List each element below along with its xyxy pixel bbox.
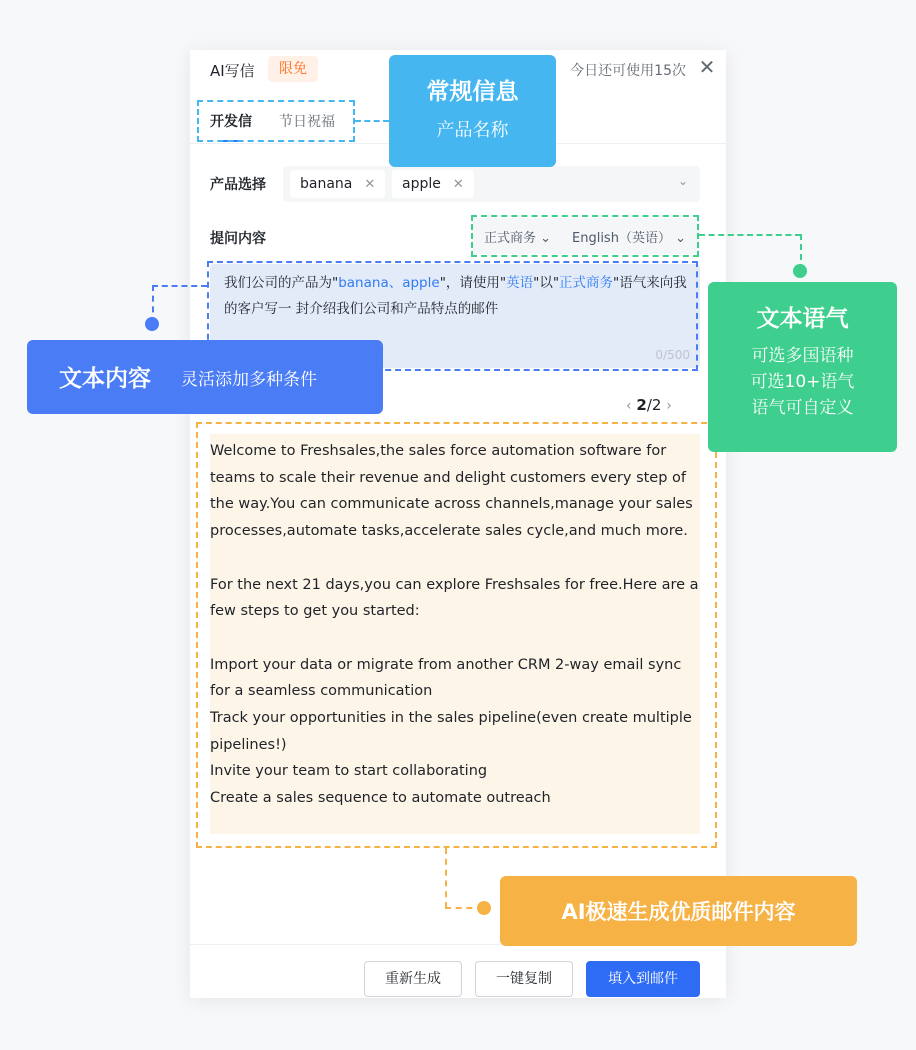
pager-current: 2	[636, 396, 647, 414]
remove-icon[interactable]: ✕	[452, 177, 464, 192]
regenerate-button[interactable]: 重新生成	[364, 961, 462, 997]
result-paragraph: Track your opportunities in the sales pipeline(even create multiple pipelines!)	[210, 710, 692, 753]
tabs-highlight-frame	[197, 100, 355, 142]
connector-line	[699, 234, 801, 236]
copy-button[interactable]: 一键复制	[475, 961, 573, 997]
action-footer	[190, 944, 726, 998]
callout-line: 语气可自定义	[751, 398, 854, 418]
prompt-segment: "语气来向我的客户写一 封介绍我们公司和产品特点的邮件	[224, 275, 687, 317]
close-icon[interactable]: ✕	[698, 55, 716, 79]
next-page-icon[interactable]: ›	[666, 398, 672, 414]
prompt-segment: 我们公司的产品为"	[224, 275, 339, 291]
usage-remaining: 今日还可使用15次	[570, 63, 686, 79]
connector-dot	[477, 901, 491, 915]
product-label: 产品选择	[210, 177, 266, 193]
tab-holiday-greetings[interactable]: 节日祝福	[279, 114, 335, 130]
prompt-product-highlight: banana、apple	[338, 275, 440, 291]
result-paragraph: For the next 21 days,you can explore Freshsales for free.Here are a few steps to get you started:	[210, 576, 699, 620]
result-paragraph: Create a sales sequence to automate outreach	[210, 790, 551, 807]
prompt-segment: "，请使用"	[439, 275, 507, 291]
language-value: English（英语）	[572, 231, 671, 246]
connector-line	[152, 285, 207, 287]
prev-page-icon[interactable]: ‹	[626, 398, 632, 414]
result-pager	[626, 396, 672, 414]
callout-subtitle: 产品名称	[436, 120, 509, 141]
result-paragraph: Import your data or migrate from another CRM 2-way email sync for a seamless communication	[210, 656, 682, 700]
chevron-down-icon[interactable]: ⌄	[677, 174, 688, 188]
prompt-label: 提问内容	[210, 231, 266, 247]
char-counter: 0/500	[655, 348, 690, 362]
callout-lines	[708, 343, 897, 421]
callout-title: AI极速生成优质邮件内容	[561, 900, 796, 924]
connector-line	[445, 848, 447, 908]
tone-value: 正式商务	[484, 231, 537, 246]
chip-label: banana	[300, 176, 353, 192]
callout-line: 可选多国语种	[751, 346, 854, 366]
callout-line: 可选10+语气	[750, 372, 855, 392]
tab-outreach-letter[interactable]: 开发信	[210, 114, 252, 130]
remove-icon[interactable]: ✕	[364, 177, 376, 192]
result-paragraph: Invite your team to start collaborating	[210, 763, 488, 780]
callout-text-tone	[708, 282, 897, 452]
product-chip-apple	[392, 170, 474, 198]
result-highlight-frame	[196, 422, 717, 848]
prompt-language-highlight: 英语	[506, 275, 534, 291]
callout-subtitle: 灵活添加多种条件	[181, 370, 317, 390]
chip-label: apple	[402, 176, 441, 192]
callout-text-content	[27, 340, 383, 414]
callout-title: 文本内容	[59, 366, 151, 392]
pager-separator: /	[646, 396, 652, 414]
callout-title: 文本语气	[756, 306, 849, 332]
free-badge: 限免	[268, 56, 318, 82]
product-select[interactable]	[283, 166, 700, 202]
tone-highlight-frame	[471, 215, 699, 257]
product-chip-banana	[290, 170, 385, 198]
prompt-segment: "以"	[533, 275, 560, 291]
connector-line	[355, 120, 389, 122]
prompt-tone-highlight: 正式商务	[559, 275, 614, 291]
chevron-down-icon: ⌄	[675, 231, 686, 246]
app-title: AI写信	[210, 62, 255, 80]
callout-ai-generate	[500, 876, 857, 946]
connector-dot	[793, 264, 807, 278]
connector-dot	[145, 317, 159, 331]
fill-email-button[interactable]: 填入到邮件	[586, 961, 700, 997]
pager-total: 2	[651, 396, 662, 414]
chevron-down-icon: ⌄	[540, 231, 552, 246]
callout-title: 常规信息	[426, 79, 519, 105]
callout-general-info	[389, 55, 556, 167]
result-paragraph: Welcome to Freshsales,the sales force automation software for teams to scale their revenue and delight customers every step of the way.You can communicate across channels,manage your sales processes,automate tasks,accelerate sales cycle,and much more.	[210, 443, 693, 540]
